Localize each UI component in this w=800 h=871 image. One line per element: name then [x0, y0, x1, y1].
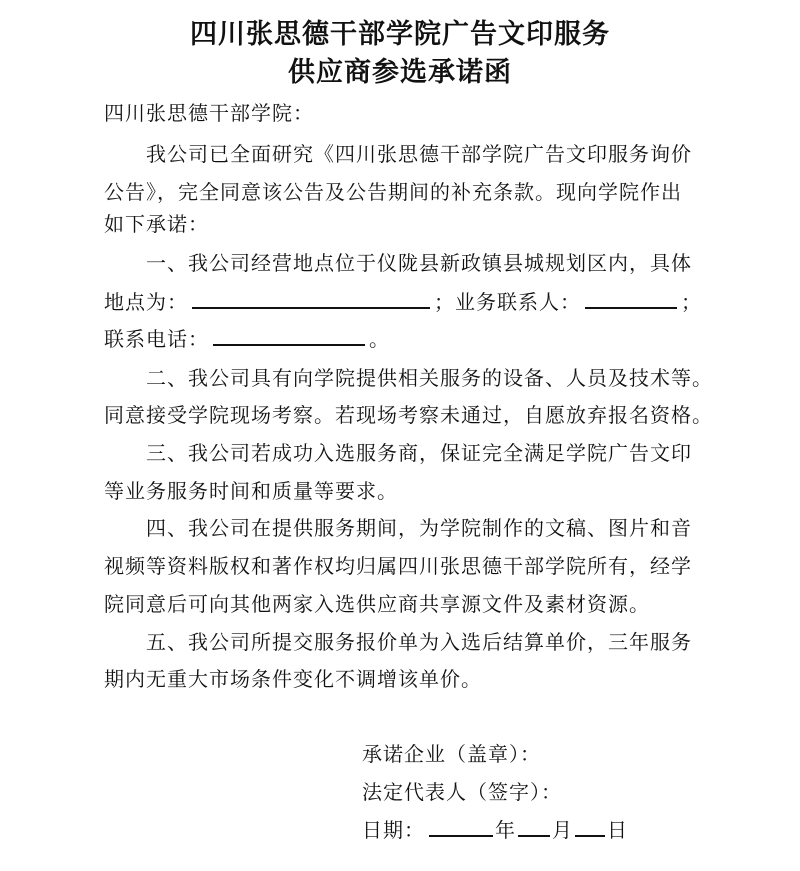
contact-label: ；业务联系人：	[434, 290, 581, 314]
date-label: 日期：	[362, 818, 425, 842]
item-1-line-1: 一、我公司经营地点位于仪陇县新政镇县城规划区内，具体	[146, 251, 692, 275]
item-1-line-3	[104, 325, 390, 353]
month-blank[interactable]	[518, 817, 550, 837]
address-label: 地点为：	[104, 290, 188, 314]
intro-line-1: 我公司已全面研究《四川张思德干部学院广告文印服务询价	[146, 142, 692, 166]
item-3-line-1: 三、我公司若成功入选服务商，保证完全满足学院广告文印	[146, 441, 692, 465]
document-title-line-1: 四川张思德干部学院广告文印服务	[190, 19, 610, 50]
month-label: 月	[552, 818, 573, 842]
intro-line-3: 如下承诺：	[104, 212, 209, 236]
item-1-line-2	[104, 288, 702, 316]
item-4-line-3: 院同意后可向其他两家入选供应商共享源文件及素材资源。	[104, 592, 650, 616]
item-5-line-1: 五、我公司所提交服务报价单为入选后结算单价，三年服务	[146, 630, 692, 654]
phone-blank[interactable]	[213, 326, 365, 346]
item-4-line-2: 视频等资料版权和著作权均归属四川张思德干部学院所有，经学	[104, 554, 692, 578]
intro-line-2: 公告》，完全同意该公告及公告期间的补充条款。现向学院作出	[104, 180, 682, 204]
contact-blank[interactable]	[585, 289, 677, 309]
item-5-line-2: 期内无重大市场条件变化不调增该单价。	[104, 667, 482, 691]
year-blank[interactable]	[429, 817, 493, 837]
item-2-line-1: 二、我公司具有向学院提供相关服务的设备、人员及技术等。	[146, 366, 713, 390]
legal-rep-label: 法定代表人（签字）：	[362, 780, 562, 804]
item-3-line-2: 等业务服务时间和质量等要求。	[104, 479, 398, 503]
year-label: 年	[495, 818, 516, 842]
address-blank[interactable]	[192, 289, 430, 309]
day-label: 日	[607, 818, 628, 842]
contact-end: ；	[681, 290, 702, 314]
addressee: 四川张思德干部学院：	[104, 101, 314, 125]
phone-end: 。	[369, 327, 390, 351]
item-4-line-1: 四、我公司在提供服务期间，为学院制作的文稿、图片和音	[146, 516, 692, 540]
phone-label: 联系电话：	[104, 327, 209, 351]
day-blank[interactable]	[575, 817, 605, 837]
company-seal-label: 承诺企业（盖章）：	[362, 742, 541, 766]
date-line	[362, 816, 628, 844]
item-2-line-2: 同意接受学院现场考察。若现场考察未通过，自愿放弃报名资格。	[104, 403, 713, 427]
document-title-line-2: 供应商参选承诺函	[288, 57, 512, 88]
